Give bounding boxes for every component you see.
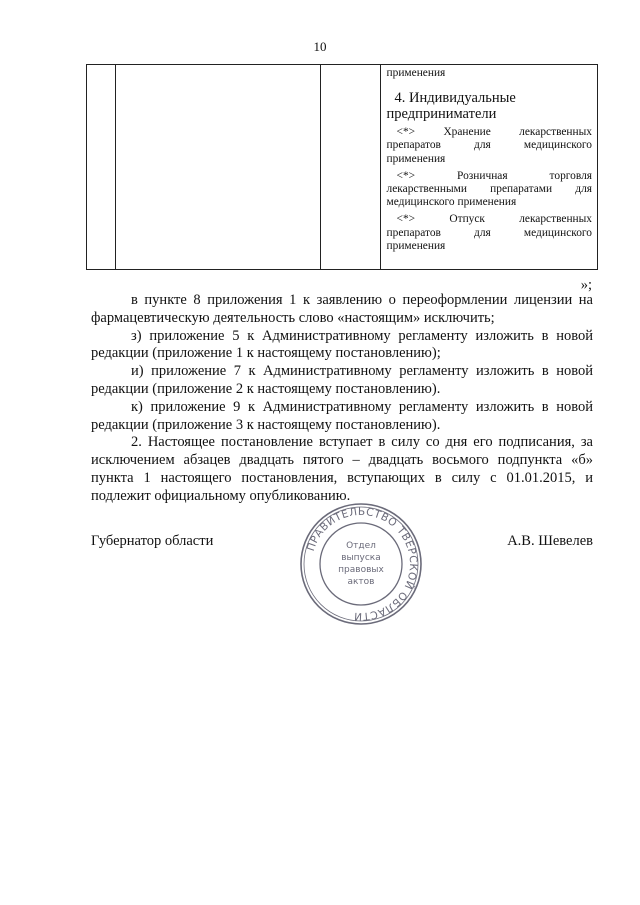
stamp-inner-line: Отдел [346, 541, 376, 551]
paragraph-continuation: исключением абзацев двадцать пятого – двадцать восьмого подпункта «б» [91, 452, 593, 469]
table-cell-activities [380, 65, 597, 270]
stamp-inner-line: выпуска [341, 553, 381, 563]
paragraph-continuation: фармацевтическую деятельность слово «настоящим» исключить; [91, 309, 495, 326]
official-stamp [297, 500, 425, 628]
closing-quote: »; [580, 277, 592, 293]
paragraph-continuation: редакции (приложение 3 к настоящему постановлению). [91, 416, 441, 433]
paragraph-continuation: пункта 1 настоящего постановления, вступающих в силу с 01.01.2015, и [91, 469, 593, 486]
activity-entry: <*> Хранение лекарственных препаратов для медицинского применения [386, 126, 592, 165]
stamp-inner-line: актов [347, 577, 375, 587]
signatory-position: Губернатор области [91, 533, 214, 549]
table-cell-name [116, 65, 321, 270]
paragraph-continuation: редакции (приложение 2 к настоящему постановлению). [91, 380, 441, 397]
paragraph: и) приложение 7 к Административному регламенту изложить в новой [131, 363, 593, 380]
signatory-name: А.В. Шевелев [507, 533, 593, 549]
paragraph-continuation: подлежит официальному опубликованию. [91, 487, 351, 504]
table-cell-code [321, 65, 380, 270]
table-cell-number [87, 65, 116, 270]
page-number: 10 [313, 39, 327, 54]
paragraph: 2. Настоящее постановление вступает в силу со дня его подписания, за [131, 434, 593, 451]
stamp-inner-line: правовых [338, 565, 384, 575]
paragraph-continuation: редакции (приложение 1 к настоящему постановлению); [91, 345, 441, 362]
table-top-text: применения [386, 67, 446, 79]
license-activities-table [86, 64, 598, 270]
paragraph: в пункте 8 приложения 1 к заявлению о переоформлении лицензии на [131, 292, 593, 308]
stamp-outer-text: ПРАВИТЕЛЬСТВО ТВЕРСКОЙ ОБЛАСТИ [304, 505, 420, 623]
paragraph: к) приложение 9 к Административному регламенту изложить в новой [131, 398, 593, 415]
document-body [91, 292, 593, 506]
paragraph: з) приложение 5 к Административному регламенту изложить в новой [131, 327, 593, 344]
section-heading: 4. Индивидуальные предприниматели [386, 90, 516, 123]
activity-entry: <*> Отпуск лекарственных препаратов для медицинского применения [386, 213, 592, 252]
activity-entry: <*> Розничная торговля лекарственными препаратами для медицинского применения [386, 169, 592, 209]
